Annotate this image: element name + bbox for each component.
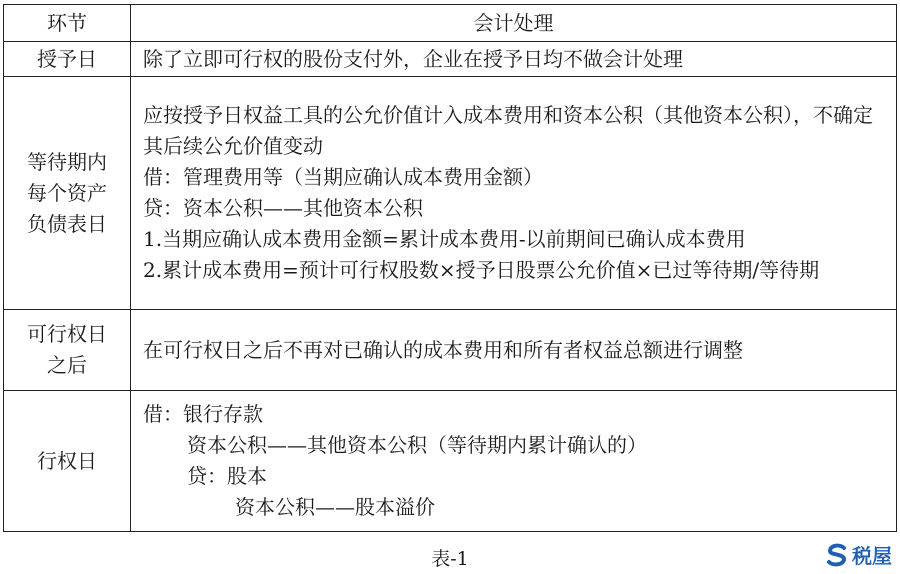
treatment-line: 贷：股本 [187, 464, 267, 488]
treatment-line: 借：银行存款 [143, 402, 263, 426]
table-header-row [4, 5, 897, 42]
table-row [4, 391, 897, 532]
treatment-line: 2.累计成本费用=预计可行权股数×授予日股票公允价值×已过等待期/等待期 [143, 258, 820, 282]
stage-cell: 授予日 [4, 42, 131, 77]
treatment-line: 借：管理费用等（当期应确认成本费用金额） [143, 165, 543, 189]
stage-cell: 行权日 [4, 391, 131, 532]
stage-line: 可行权日 [27, 322, 107, 346]
logo-text: 税屋 [852, 544, 892, 568]
stage-cell [4, 310, 131, 391]
accounting-table [3, 4, 897, 532]
stage-cell [4, 77, 131, 310]
treatment-line: 1.当期应确认成本费用金额=累计成本费用-以前期间已确认成本费用 [143, 227, 746, 251]
treatment-cell [131, 42, 897, 77]
table-row [4, 77, 897, 310]
table-caption: 表-1 [431, 548, 469, 570]
table-row [4, 42, 897, 77]
stage-line: 负债表日 [27, 211, 107, 236]
watermark-logo [826, 540, 892, 569]
table-row [4, 310, 897, 391]
treatment-line: 在可行权日之后不再对已确认的成本费用和所有者权益总额进行调整 [143, 337, 743, 362]
treatment-cell [131, 391, 897, 532]
header-stage: 环节 [4, 5, 131, 42]
treatment-line: 贷：资本公积——其他资本公积 [143, 196, 423, 220]
stage-line: 等待期内 [27, 149, 107, 174]
logo-icon [826, 543, 848, 567]
treatment-line: 资本公积——股本溢价 [235, 495, 435, 519]
treatment-cell [131, 310, 897, 391]
treatment-cell [131, 77, 897, 310]
header-treatment: 会计处理 [131, 5, 897, 42]
treatment-line: 应按授予日权益工具的公允价值计入成本费用和资本公积（其他资本公积），不确定其后续公允价值变动 [143, 103, 873, 158]
stage-line: 之后 [47, 353, 87, 377]
treatment-line: 资本公积——其他资本公积（等待期内累计确认的） [187, 433, 647, 457]
treatment-line: 除了立即可行权的股份支付外，企业在授予日均不做会计处理 [143, 46, 683, 71]
stage-line: 每个资产 [27, 180, 107, 205]
